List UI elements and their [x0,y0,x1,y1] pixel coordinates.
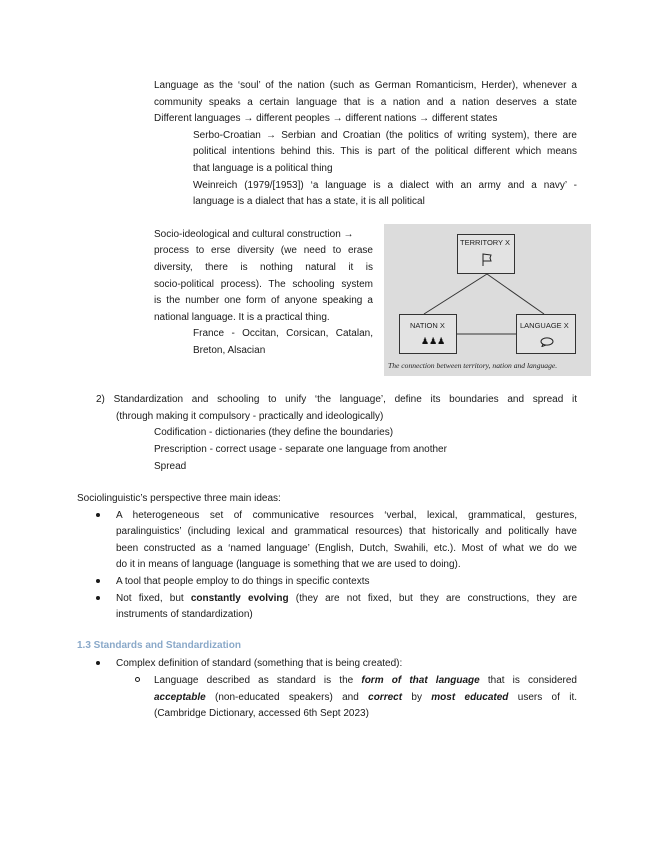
text-line: political intentions behind this. This is part of the political different which means [193,146,577,157]
bullet-icon [96,579,100,583]
emphasis-text: form of that language [361,675,480,686]
text-line: A heterogeneous set of communicative resources ‘verbal, lexical, grammatical, gestures, [116,510,577,521]
territory-box [457,234,515,274]
territory-label: TERRITORY X [460,238,511,247]
text-line: national language. It is a practical thing. [154,312,330,323]
text-line [154,689,577,706]
text-line: Weinreich (1979/[1953]) ‘a language is a dialect with an army and a navy’ - [193,180,577,191]
text-line: Sociolinguistic’s perspective three main ideas: [77,493,281,504]
text-line: paralinguistics’ (including lexical and grammatical resources) that historically and politically have [116,526,577,537]
text-run: users of it. [508,692,578,703]
text-line [116,590,577,607]
text-line: Breton, Alsacian [193,345,266,356]
text-run: by [402,692,432,703]
language-label: LANGUAGE X [520,321,569,330]
text-line: France - Occitan, Corsican, Catalan, [193,328,373,339]
text-line: community speaks a certain language that is a nation and a nation deserves a state [154,97,577,108]
list-item: 2) Standardization and schooling to unify ‘the language’, define its boundaries and spread it [96,394,577,405]
text-line: Codification - dictionaries (they define the boundaries) [154,427,394,438]
text-line: that language is a political thing [193,163,333,174]
text-line: socio-political process). The schooling system [154,279,373,290]
bullet-icon [96,513,100,517]
people-icon: ♟♟♟ [421,336,446,346]
text-line: Different languages → different peoples → different nations → different states [154,113,498,124]
text-run: (they are not fixed, but they are constructions, they are [288,593,578,604]
emphasis-text: correct [368,692,403,703]
emphasis-text: constantly evolving [190,593,289,604]
emphasis-text: acceptable [154,692,206,703]
emphasis-text: most educated [431,692,509,703]
text-line: Complex definition of standard (something that is being created): [116,658,403,669]
text-line: Language as the ‘soul’ of the nation (such as German Romanticism, Herder), whenever a [154,80,577,91]
figure-territory-nation-language [384,224,591,376]
bullet-icon [96,661,100,665]
text-line: A tool that people employ to do things in specific contexts [116,576,370,587]
text-line: do it in means of language (language is something that we are used to doing). [116,559,461,570]
text-line: Serbo-Croatian → Serbian and Croatian (the politics of writing system), there are [193,130,577,141]
text-line: language is a dialect that has a state, it is all political [193,196,425,207]
text-line [154,672,577,689]
nation-label: NATION X [410,321,445,330]
section-heading: 1.3 Standards and Standardization [77,640,241,651]
text-line: process to erse diversity (we need to erase [154,245,373,256]
text-line: (through making it compulsory - practically and ideologically) [116,411,384,422]
text-line: Socio-ideological and cultural construction → [154,229,354,240]
text-line: been constructed as a ‘named language’ (English, Dutch, Swahili, etc.). Most of what we do we [116,543,577,554]
sub-bullet-icon [135,677,140,682]
text-line: Prescription - correct usage - separate one language from another [154,444,447,455]
text-line: instruments of standardization) [116,609,253,620]
text-run: Not fixed, but [116,593,191,604]
figure-caption: The connection between territory, nation and language. [388,361,558,370]
text-run: (non-educated speakers) and [205,692,369,703]
text-line: Spread [154,461,187,472]
text-line: is the number one form of anyone speaking a [154,295,373,306]
text-line: (Cambridge Dictionary, accessed 6th Sept 2023) [154,708,369,719]
text-line: diversity, there is nothing natural it is [154,262,373,273]
text-run: Language described as standard is the [154,675,362,686]
bullet-icon [96,596,100,600]
language-box [516,314,576,354]
speech-bubble-icon [540,337,554,347]
nation-box [399,314,457,354]
flag-icon [481,253,493,267]
text-run: that is considered [479,675,577,686]
